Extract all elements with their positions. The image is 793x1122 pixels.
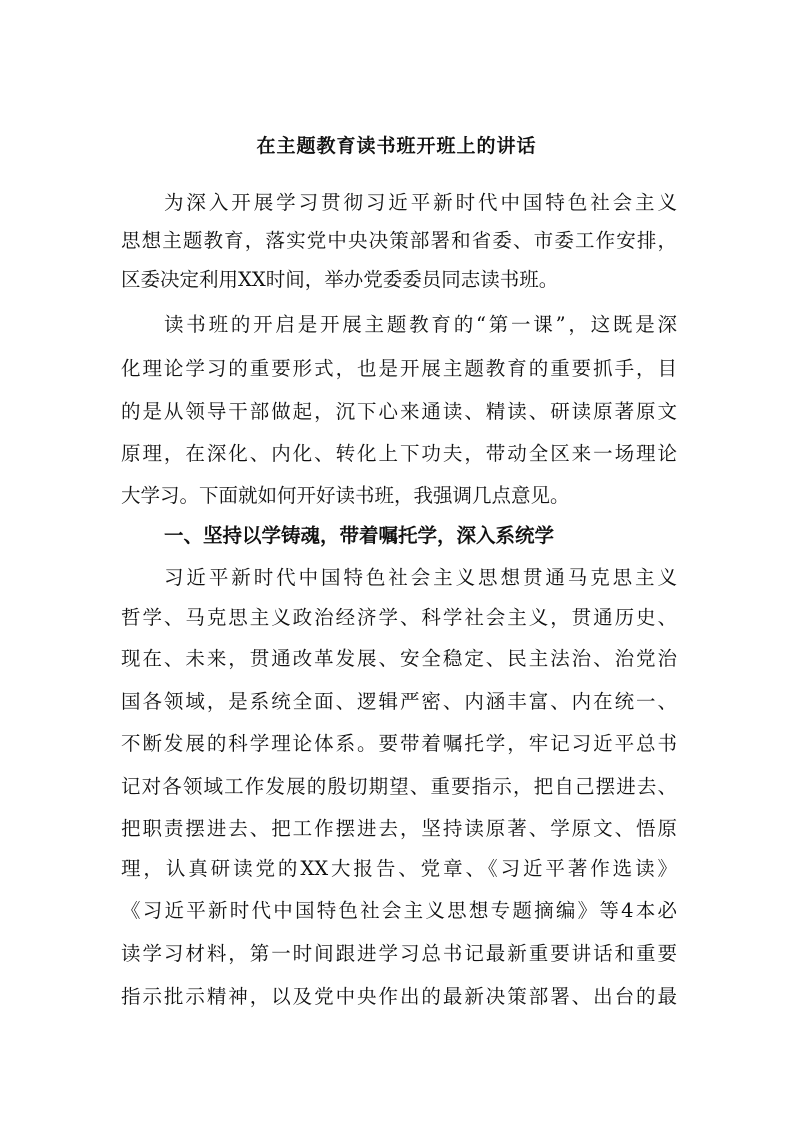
text-line: 记对各领域工作发展的殷切期望、重要指示，把自己摆进去、 — [121, 775, 677, 798]
text-line: 化理论学习的重要形式，也是开展主题教育的重要抓手，目 — [121, 357, 677, 380]
text-line: 读学习材料，第一时间跟进学习总书记最新重要讲话和重要 — [121, 942, 677, 965]
text-line: 指示批示精神，以及党中央作出的最新决策部署、出台的最 — [121, 985, 677, 1008]
page-title: 在主题教育读书班开班上的讲话 — [256, 135, 537, 157]
text-line: 习近平新时代中国特色社会主义思想贯通马克思主义 — [164, 566, 677, 589]
text-line: 区委决定利用XX时间，举办党委委员同志读书班。 — [121, 268, 559, 291]
text-line: 不断发展的科学理论体系。要带着嘱托学，牢记习近平总书 — [121, 732, 677, 755]
text-line: 大学习。下面就如何开好读书班，我强调几点意见。 — [121, 484, 570, 507]
text-line: 原理，在深化、内化、转化上下功夫，带动全区来一场理论 — [121, 442, 677, 465]
text-line: 把职责摆进去、把工作摆进去，坚持读原著、学原文、悟原 — [121, 817, 677, 840]
text-line: 思想主题教育，落实党中央决策部署和省委、市委工作安排， — [121, 229, 677, 252]
text-line: 哲学、马克思主义政治经济学、科学社会主义，贯通历史、 — [121, 606, 677, 629]
text-line: 现在、未来，贯通改革发展、安全稳定、民主法治、治党治 — [121, 647, 677, 670]
text-line: 读书班的开启是开展主题教育的“第一课”，这既是深 — [164, 313, 677, 336]
section-heading: 一、坚持以学铸魂，带着嘱托学，深入系统学 — [164, 524, 555, 547]
text-line: 为深入开展学习贯彻习近平新时代中国特色社会主义 — [164, 191, 677, 214]
text-line: 国各领域，是系统全面、逻辑严密、内涵丰富、内在统一、 — [121, 690, 677, 713]
text-line: 的是从领导干部做起，沉下心来通读、精读、研读原著原文 — [121, 400, 677, 423]
text-line: 理，认真研读党的XX大报告、党章、《习近平著作选读》 — [121, 857, 677, 880]
text-line: 《习近平新时代中国特色社会主义思想专题摘编》等4本必 — [121, 899, 677, 922]
